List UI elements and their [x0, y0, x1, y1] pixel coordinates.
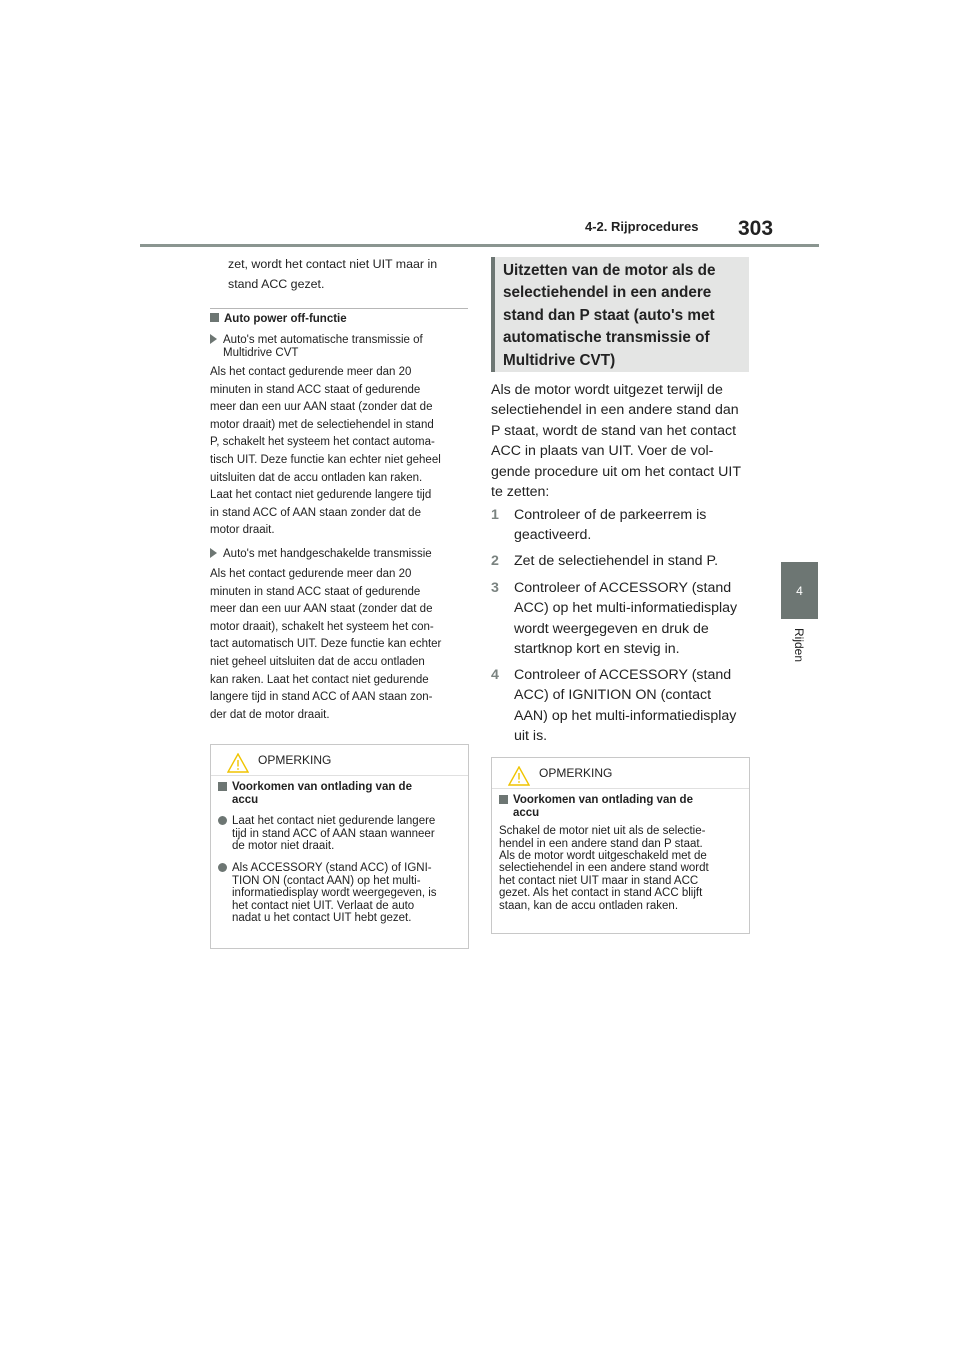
text-line: stand dan P staat (auto's met: [503, 306, 715, 324]
square-bullet-icon: [210, 313, 219, 322]
section-title: 4-2. Rijprocedures: [585, 219, 699, 234]
text-line: te zetten:: [491, 484, 550, 501]
text-line: nadat u het contact UIT hebt gezet.: [232, 912, 412, 925]
text-line: meer dan een uur AAN staat (zonder dat de: [210, 603, 433, 616]
triangle-bullet-icon: [210, 548, 217, 558]
notice-heading: [499, 794, 742, 819]
heading-text: Auto power off-functie: [224, 313, 347, 325]
text-line: accu: [232, 793, 259, 806]
step-text: [514, 505, 749, 546]
text-line: zet, wordt het contact niet UIT maar in: [228, 257, 438, 271]
text-line: gezet. Als het contact in stand ACC blijft: [499, 887, 703, 900]
chapter-label-text: Rijden: [792, 628, 806, 663]
text-line: gende procedure uit om het contact UIT: [491, 463, 741, 480]
notice-heading: [218, 781, 461, 806]
step-number: 3: [491, 580, 499, 596]
notice-title: OPMERKING: [258, 753, 332, 767]
text-line: uitsluiten dat de accu ontladen kan raken.: [210, 471, 423, 484]
heading-accent-bar: [491, 257, 495, 372]
notice-body: [492, 789, 749, 912]
notice-box-right: [491, 757, 750, 934]
text-line: in stand ACC of AAN staan zonder dat de: [210, 506, 421, 519]
notice-bullet: [218, 862, 461, 925]
subheading-manual: [210, 546, 468, 564]
text-line: Als ACCESSORY (stand ACC) of IGNI-: [232, 861, 432, 874]
text-line: TION ON (contact AAN) op het multi-: [232, 874, 421, 887]
notice-body: [211, 776, 468, 925]
notice-header: [211, 745, 468, 776]
step-text: [514, 665, 749, 747]
text-line: niet geheel uitsluiten dat de accu ontladen: [210, 655, 425, 668]
warning-triangle-icon: [508, 766, 530, 786]
text-line: Auto's met automatische transmissie of: [223, 334, 423, 346]
square-bullet-icon: [499, 795, 508, 804]
step-number: 1: [491, 507, 499, 523]
text-line: Voorkomen van ontlading van de: [232, 781, 412, 793]
text-line: P, schakelt het systeem het contact automa-: [210, 436, 435, 449]
text-line: motor draait) met de selectiehendel in stand: [210, 418, 434, 431]
text-line: ACC) of IGNITION ON (contact: [514, 687, 712, 704]
text-line: ACC in plaats van UIT. Voer de vol-: [491, 443, 714, 460]
triangle-bullet-icon: [210, 334, 217, 344]
square-bullet-icon: [218, 782, 227, 791]
notice-box-left: [210, 744, 469, 949]
divider: [210, 308, 468, 309]
text-line: de motor niet draait.: [232, 840, 335, 853]
text-line: accu: [513, 806, 540, 819]
paragraph-manual: [210, 566, 468, 724]
notice-title: OPMERKING: [539, 766, 613, 780]
subheading-automatic: [210, 334, 481, 360]
text-line: startknop kort en stevig in.: [514, 641, 680, 658]
text-line: motor draait), schakelt het systeem het con-: [210, 620, 434, 633]
text-line: Multidrive CVT): [503, 351, 616, 369]
text-line: geactiveerd.: [514, 527, 592, 544]
text-line: selectiehendel in een andere stand dan: [491, 402, 739, 419]
paragraph-automatic: [210, 364, 468, 540]
warning-triangle-icon: [227, 753, 249, 773]
text-line: Voorkomen van ontlading van de: [513, 794, 693, 806]
text-line: het contact niet UIT maar in stand ACC: [499, 874, 699, 887]
text-line: Controleer of de parkeerrem is: [514, 507, 707, 523]
text-line: Laat het contact niet gedurende langere: [232, 815, 436, 828]
text-line: Als de motor wordt uitgezet terwijl de: [491, 382, 723, 398]
text-line: hendel in een andere stand dan P staat.: [499, 837, 703, 850]
procedure-intro: [491, 380, 749, 502]
chapter-tab[interactable]: [781, 562, 818, 619]
text-line: Multidrive CVT: [223, 347, 299, 360]
text-line: P staat, wordt de stand van het contact: [491, 422, 737, 439]
text-line: minuten in stand ACC staat of gedurende: [210, 585, 421, 598]
text-line: der dat de motor draait.: [210, 708, 330, 721]
auto-power-heading: [210, 311, 468, 329]
step-text: [514, 551, 749, 571]
chapter-number: 4: [796, 583, 803, 598]
text-line: langere tijd in stand ACC of AAN staan zon-: [210, 691, 433, 704]
text-line: tijd in stand ACC of AAN staan wanneer: [232, 827, 435, 840]
text-line: tisch UIT. Deze functie kan echter niet geheel: [210, 453, 441, 466]
text-line: Als het contact gedurende meer dan 20: [210, 366, 412, 378]
text-line: wordt weergegeven en druk de: [514, 620, 709, 637]
notice-header: [492, 758, 749, 789]
text-line: automatische transmissie of: [503, 329, 710, 347]
section-heading-box: [491, 257, 749, 372]
text-line: het contact niet UIT. Verlaat de auto: [232, 899, 415, 912]
notice-paragraph: [499, 825, 742, 912]
page-number: 303: [738, 217, 774, 240]
text-line: kan raken. Laat het contact niet gedurende: [210, 673, 429, 686]
notice-bullet: [218, 815, 461, 853]
text-line: Uitzetten van de motor als de: [503, 262, 716, 279]
step-text: [514, 578, 749, 660]
text-line: staan, kan de accu ontladen raken.: [499, 899, 679, 912]
round-bullet-icon: [218, 816, 227, 825]
text-line: minuten in stand ACC staat of gedurende: [210, 383, 421, 396]
text-line: Als de motor wordt uitgeschakeld met de: [499, 850, 707, 862]
intro-text: [228, 255, 468, 294]
text-line: uit is.: [514, 728, 548, 745]
text-line: AAN) op het multi-informatiedisplay: [514, 707, 737, 724]
text-line: ACC) op het multi-informatiedisplay: [514, 600, 738, 617]
text-line: Controleer of ACCESSORY (stand: [514, 667, 732, 683]
text-line: selectiehendel in een andere stand wordt: [499, 862, 709, 875]
step-number: 2: [491, 553, 499, 569]
text-line: Controleer of ACCESSORY (stand: [514, 580, 732, 596]
header-rule: [140, 244, 819, 247]
text-line: stand ACC gezet.: [228, 276, 325, 291]
text-line: tact automatisch UIT. Deze functie kan echter: [210, 638, 442, 651]
round-bullet-icon: [218, 863, 227, 872]
text-line: Schakel de motor niet uit als de selectie-: [499, 825, 706, 838]
text-line: selectiehendel in een andere: [503, 284, 712, 302]
chapter-label: [781, 628, 818, 678]
text-line: Auto's met handgeschakelde transmissie: [223, 548, 432, 560]
text-line: informatiedisplay wordt weergegeven, is: [232, 887, 437, 900]
section-heading: [503, 260, 739, 372]
text-line: Zet de selectiehendel in stand P.: [514, 553, 719, 569]
text-line: Laat het contact niet gedurende langere tijd: [210, 489, 432, 502]
step-number: 4: [491, 667, 499, 683]
text-line: motor draait.: [210, 524, 275, 537]
text-line: Als het contact gedurende meer dan 20: [210, 568, 412, 580]
text-line: meer dan een uur AAN staat (zonder dat de: [210, 401, 433, 414]
